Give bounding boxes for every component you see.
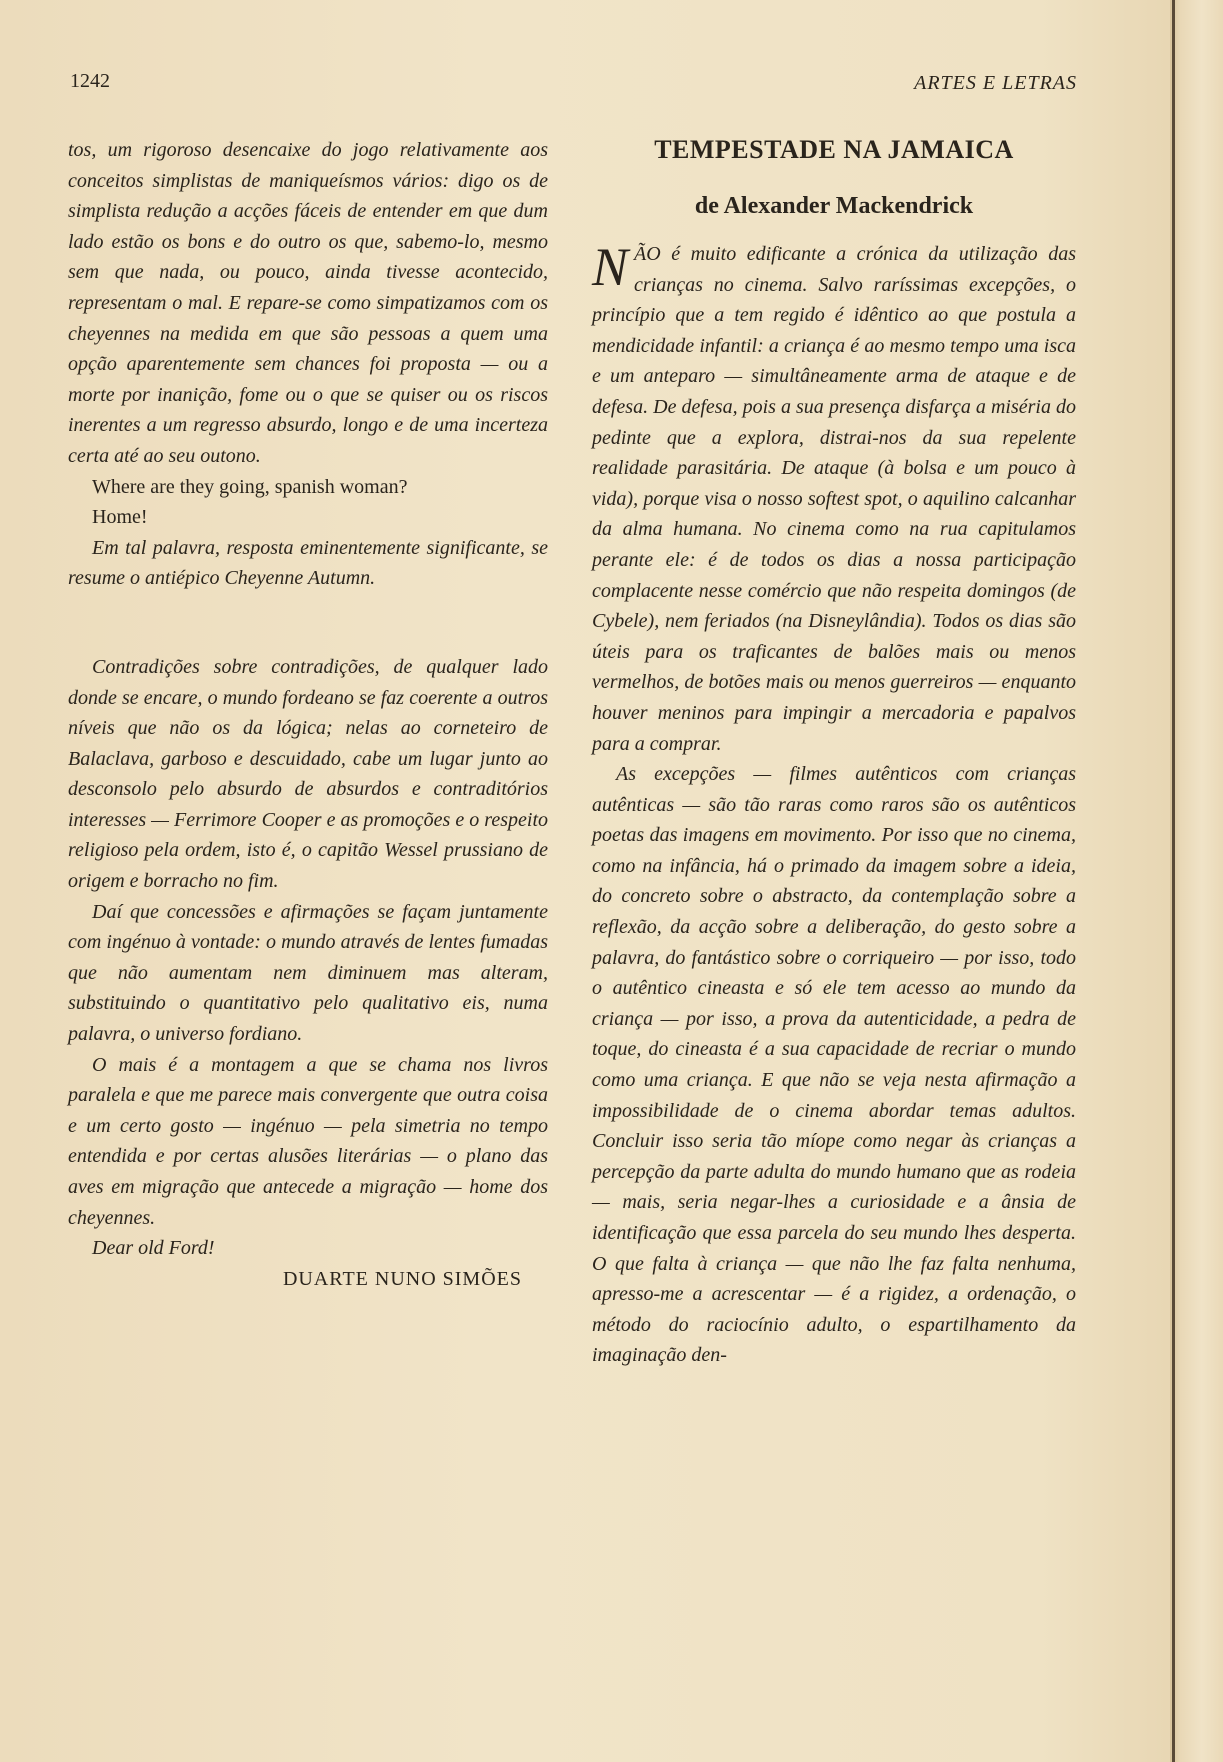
left-paragraph-1: tos, um rigoroso desencaixe do jogo relativamente aos conceitos simplistas de maniqueísmos vários: digo os de simplista redução a acções fáceis de entender em que dum lado estão os bons e do outro os que, sabemo-lo, mesmo sem que nada, ou pouco, ainda tivesse acontecido, representam o mal. E repare-se como simpatizamos com os cheyennes na medida em que são pessoas a quem uma opção aparentemente sem chances foi proposta — ou a morte por inanição, fome ou o que se quiser ou os riscos inerentes a um regresso absurdo, longo e de uma incerteza certa até ao seu outono.	[68, 139, 548, 467]
right-column	[592, 135, 1076, 1371]
left-paragraph-2: Em tal palavra, resposta eminentemente significante, se resume o antiépico Cheyenne Autumn.	[68, 536, 548, 590]
drop-cap: N	[592, 237, 629, 297]
left-quote-answer: Home!	[92, 506, 148, 529]
gutter-line	[1172, 0, 1175, 1762]
book-spine	[1170, 0, 1223, 1762]
right-paragraph-1-text: ÃO é muito edificante a crónica da utilização das crianças no cinema. Salvo raríssimas excepções, o princípio que a tem regido é idêntico ao que postula a mendicidade infantil: a criança é ao mesmo tempo uma isca e um anteparo — simultâneamente arma de ataque e de defesa. De defesa, pois a sua presença disfarça a miséria do pedinte que a explora, distrai-nos da sua repelente realidade parasitária. De ataque (à bolsa e um pouco à vida), porque visa o nosso softest spot, o aquilino calcanhar da alma humana. No cinema como na rua capitulamos perante ele: é de todos os dias a nossa participação complacente nesse comércio que não respeita domingos (de Cybele), nem feriados (na Disneylândia). Todos os dias são úteis para os traficantes de balões mais ou menos vermelhos, de botões mais ou menos guerreiros — enquanto houver meninos para impingir a mercadoria e papalvos para a comprar.	[592, 243, 1076, 755]
left-paragraph-4: Daí que concessões e afirmações se façam juntamente com ingénuo à vontade: o mundo através de lentes fumadas que não aumentam nem diminuem mas alteram, substituindo o quantitativo pelo qualitativo eis, numa palavra, o universo fordiano.	[68, 900, 548, 1046]
running-head: ARTES E LETRAS	[914, 72, 1077, 94]
left-paragraph-3: Contradições sobre contradições, de qualquer lado donde se encare, o mundo fordeano se faz coerente a outros níveis que não os da lógica; nelas ao corneteiro de Balaclava, garboso e descuidado, cabe um lugar junto ao desconsolo pelo absurdo de absurdos e contraditórios interesses — Ferrimore Cooper e as promoções e o respeito religioso pela ordem, isto é, o capitão Wessel prussiano de origem e borracho no fim.	[68, 655, 548, 893]
page-number: 1242	[70, 70, 110, 92]
author-signature: DUARTE NUNO SIMÕES	[282, 1267, 522, 1290]
left-paragraph-6: Dear old Ford!	[92, 1237, 215, 1260]
right-paragraph-1	[592, 239, 1076, 759]
left-paragraph-5: O mais é a montagem a que se chama nos livros paralela e que me parece mais convergente que outra coisa e um certo gosto — ingénuo — pela simetria no tempo entendida e por certas alusões literárias — o plano das aves em migração que antecede a migração — home dos cheyennes.	[68, 1053, 548, 1229]
right-paragraph-2: As excepções — filmes autênticos com crianças autênticas — são tão raras como raros são os autênticos poetas das imagens em movimento. Por isso que no cinema, como na infância, há o primado da imagem sobre a ideia, do concreto sobre o abstracto, da contemplação sobre a reflexão, da acção sobre a deliberação, do gesto sobre a palavra, do fantástico sobre o corriqueiro — por isso, todo o autêntico cineasta e só ele tem acesso ao mundo da criança — por isso, a prova da autenticidade, a pedra de toque, do cineasta é a sua capacidade de recriar o mundo como uma criança. E que não se veja nesta afirmação a impossibilidade de o cinema abordar temas adultos. Concluir isso seria tão míope como negar às crianças a percepção da parte adulta do mundo humano que as rodeia — mais, seria negar-lhes a curiosidade e a ânsia de identificação que essa parcela do seu mundo lhes desperta. O que falta à criança — que não lhe faz falta nenhuma, apresso-me a acrescentar — é a rigidez, a ordenação, o método do raciocínio adulto, o espartilhamento da imaginação den-	[592, 763, 1076, 1367]
section-break	[68, 594, 548, 652]
article-subtitle: de Alexander Mackendrick	[694, 193, 974, 219]
left-quote-line: Where are they going, spanish woman?	[92, 475, 408, 498]
article-title: TEMPESTADE NA JAMAICA	[654, 135, 1014, 164]
left-column	[68, 135, 548, 1294]
